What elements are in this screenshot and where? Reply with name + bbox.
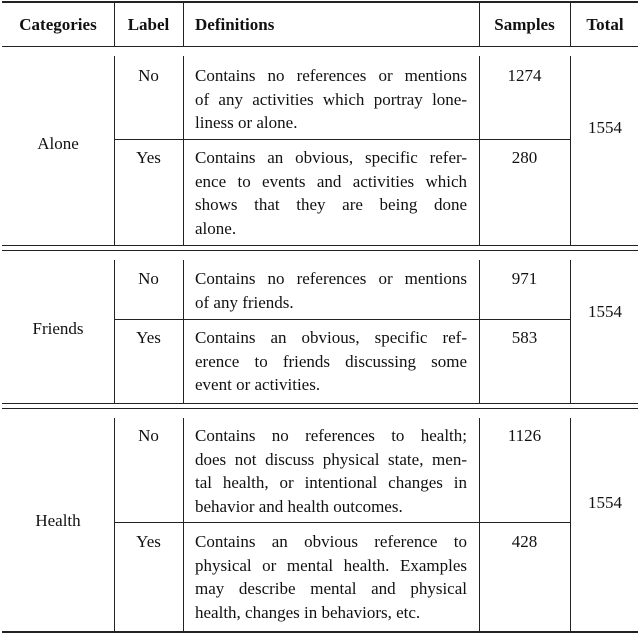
definition-alone-no bbox=[195, 64, 467, 135]
friends-col-divider-4 bbox=[570, 260, 571, 403]
samples-health-no: 1126 bbox=[507, 426, 542, 445]
alone-group-rule-2 bbox=[2, 250, 638, 251]
label-friends-yes: Yes bbox=[136, 328, 161, 347]
health-col-divider-4 bbox=[570, 418, 571, 631]
definition-line: behavior and health outcomes. bbox=[195, 496, 403, 516]
definition-line: may describe mental and physical bbox=[195, 579, 467, 598]
health-col-divider-2 bbox=[183, 418, 184, 631]
samples-health-yes: 428 bbox=[511, 532, 538, 551]
health-col-divider-1 bbox=[114, 418, 115, 631]
bottom-rule bbox=[2, 631, 638, 633]
friends-col-divider-2 bbox=[183, 260, 184, 403]
category-friends: Friends bbox=[32, 319, 84, 338]
definition-line: of any activities which portray lone- bbox=[195, 89, 467, 109]
header-col-divider-2 bbox=[183, 2, 184, 46]
samples-friends-no: 971 bbox=[511, 269, 538, 288]
definition-health-no bbox=[195, 424, 467, 518]
header-label: Label bbox=[127, 15, 170, 34]
definition-friends-no bbox=[195, 267, 467, 314]
category-alone: Alone bbox=[37, 134, 79, 153]
category-health: Health bbox=[35, 511, 81, 530]
definition-line: tal health, or intentional changes in bbox=[195, 473, 467, 492]
header-definitions: Definitions bbox=[195, 15, 275, 34]
definition-line: Contains no references or mentions bbox=[195, 66, 467, 85]
definition-health-yes bbox=[195, 530, 467, 624]
alone-group-rule-1 bbox=[2, 245, 638, 246]
definition-line: alone. bbox=[195, 218, 237, 238]
samples-friends-yes: 583 bbox=[511, 328, 538, 347]
definition-line: Contains no references to health; bbox=[195, 426, 467, 445]
label-health-no: No bbox=[138, 426, 159, 445]
definition-line: Contains an obvious, specific ref- bbox=[195, 328, 467, 347]
friends-group-rule-2 bbox=[2, 408, 638, 409]
top-rule bbox=[2, 1, 638, 3]
definition-line: Contains an obvious reference to bbox=[195, 532, 467, 551]
definition-line: ence to events and activities which bbox=[195, 171, 467, 191]
definition-line: Contains an obvious, specific refer- bbox=[195, 148, 467, 167]
friends-group-rule-1 bbox=[2, 403, 638, 404]
total-health: 1554 bbox=[588, 493, 622, 512]
definition-line: liness or alone. bbox=[195, 113, 298, 132]
definition-line: does not discuss physical state, men- bbox=[195, 449, 467, 469]
total-friends: 1554 bbox=[588, 302, 622, 321]
total-alone: 1554 bbox=[588, 118, 622, 137]
alone-col-divider-4 bbox=[570, 56, 571, 245]
definition-line: of any friends. bbox=[195, 292, 294, 312]
definition-line: shows that they are being done bbox=[195, 195, 467, 214]
header-total: Total bbox=[586, 15, 624, 34]
health-col-divider-3 bbox=[479, 418, 480, 631]
header-categories: Categories bbox=[19, 15, 97, 34]
label-friends-no: No bbox=[138, 269, 159, 288]
definition-line: erence to friends discussing some bbox=[195, 351, 467, 371]
label-health-yes: Yes bbox=[136, 532, 161, 551]
definition-line: health, changes in behaviors, etc. bbox=[195, 602, 421, 622]
definition-line: Contains no references or mentions bbox=[195, 269, 467, 288]
samples-alone-no: 1274 bbox=[507, 66, 542, 85]
definition-line: physical or mental health. Examples bbox=[195, 555, 467, 575]
samples-alone-yes: 280 bbox=[511, 148, 538, 167]
header-rule bbox=[2, 46, 638, 47]
definition-friends-yes bbox=[195, 326, 467, 397]
definition-alone-yes bbox=[195, 146, 467, 240]
definition-line: event or activities. bbox=[195, 375, 321, 394]
alone-col-divider-2 bbox=[183, 56, 184, 245]
label-alone-yes: Yes bbox=[136, 148, 161, 167]
header-samples: Samples bbox=[494, 15, 555, 34]
label-alone-no: No bbox=[138, 66, 159, 85]
